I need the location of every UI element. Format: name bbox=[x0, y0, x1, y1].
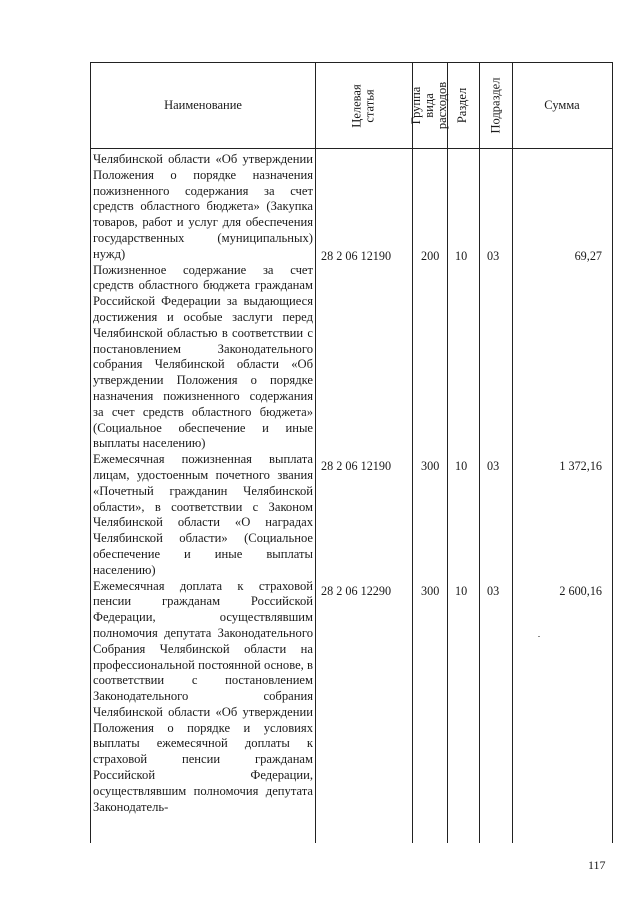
row-sum: 2 600,16 bbox=[559, 584, 602, 598]
row-subsection: 03 bbox=[487, 249, 500, 263]
row-subsection: 03 bbox=[487, 459, 500, 473]
header-target bbox=[315, 63, 412, 148]
row-subsection: 03 bbox=[487, 584, 500, 598]
column-divider bbox=[447, 63, 448, 843]
header-section bbox=[447, 63, 479, 148]
header-name bbox=[91, 63, 315, 148]
row-name: Ежемесячная доплата к страховой пенсии гражданам Российской Федерации, осуществлявшим полномочия депутата Законодательного Собрания Челябинской области на профессиональной постоянной основе, в соответствии с постановлением Законодательного собрания Челябинской области «Об утверждении Положения о порядке и условиях выплаты ежемесячной доплаты к страховой пенсии гражданам Российской Федерации, осуществлявшим полномочия депутата Законодатель- bbox=[93, 578, 313, 814]
header-target-label: Целевая статья bbox=[349, 83, 377, 128]
header-subsection-label: Подраздел bbox=[488, 77, 502, 134]
row-section: 10 bbox=[455, 584, 468, 598]
page-number: 117 bbox=[588, 858, 606, 872]
header-group-label: Группа вида расходов bbox=[409, 81, 450, 130]
column-divider bbox=[479, 63, 480, 843]
row-group: 200 bbox=[421, 249, 440, 263]
header-section-label: Раздел bbox=[455, 87, 470, 124]
header-separator bbox=[91, 148, 612, 149]
row-target: 28 2 06 12190 bbox=[321, 249, 392, 263]
row-sum: 69,27 bbox=[574, 249, 602, 263]
row-section: 10 bbox=[455, 249, 468, 263]
row-group: 300 bbox=[421, 584, 440, 598]
header-sum bbox=[512, 63, 612, 148]
row-target: 28 2 06 12290 bbox=[321, 584, 392, 598]
column-divider bbox=[512, 63, 513, 843]
row-sum: 1 372,16 bbox=[559, 459, 602, 473]
row-name: Пожизненное содержание за счет средств областного бюджета гражданам Российской Федерации за выдающиеся достижения и особые заслуги перед Челябинской областью в соответствии с постановлением Законодательного собрания Челябинской области «Об утверждении Положения о порядке назначения пожизненного содержания за счет средств областного бюджета» (Социальное обеспечение и иные выплаты населению) bbox=[93, 262, 313, 451]
row-section: 10 bbox=[455, 459, 468, 473]
row-name: Челябинской области «Об утверждении Положения о порядке назначения пожизненного содержания за счет средств областного бюджета» (Закупка товаров, работ и услуг для обеспечения государственных (муниципальных) нужд) bbox=[93, 152, 313, 261]
column-divider bbox=[315, 63, 316, 843]
row-group: 300 bbox=[421, 459, 440, 473]
header-group bbox=[409, 63, 450, 148]
row-name: Ежемесячная пожизненная выплата лицам, удостоенным почетного звания «Почетный гражданин Челябинской области», в соответствии с Законом Челябинской области «О наградах Челябинской области» (Социальное обеспечение и иные выплаты населению) bbox=[93, 452, 313, 577]
header-subsection bbox=[479, 63, 512, 148]
budget-table bbox=[90, 62, 613, 843]
name-column bbox=[93, 152, 313, 815]
column-divider bbox=[412, 63, 413, 843]
header-sum-label: Сумма bbox=[544, 98, 580, 112]
row-target: 28 2 06 12190 bbox=[321, 459, 392, 473]
scan-speck bbox=[538, 636, 540, 637]
header-name-label: Наименование bbox=[164, 98, 242, 112]
